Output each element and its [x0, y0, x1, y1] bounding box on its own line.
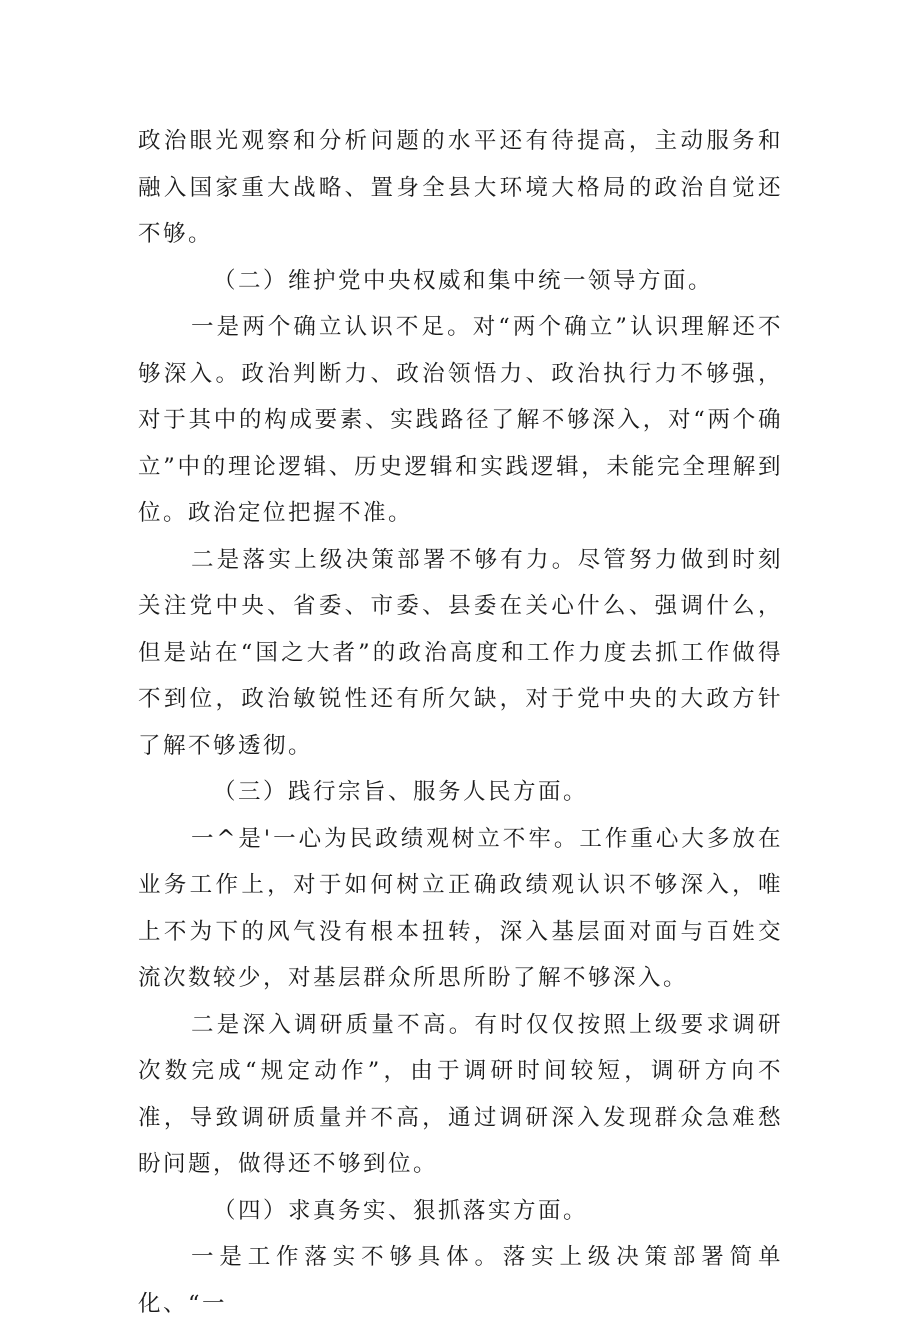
section-heading-4: （四）求真务实、狠抓落实方面。	[213, 1197, 589, 1224]
section-heading-3: （三）践行宗旨、服务人民方面。	[213, 779, 589, 805]
paragraph-research-quality: 二是深入调研质量不高。有时仅仅按照上级要求调研次数完成“规定动作”，由于调研时间较短，调研方向不准，导致调研质量并不高，通过调研深入发现群众急难愁盼问题，做得还不够到位。	[138, 1011, 783, 1177]
paragraph-two-establishments: 一是两个确立认识不足。对“两个确立”认识理解还不够深入。政治判断力、政治领悟力、政治执行力不够强，对于其中的构成要素、实践路径了解不够深入，对“两个确立”中的理论逻辑、历史逻辑和实践逻辑，未能完全理解到位。政治定位把握不准。	[138, 314, 783, 526]
document-body	[138, 118, 783, 1327]
paragraph-continuation: 政治眼光观察和分析问题的水平还有待提高，主动服务和融入国家重大战略、置身全县大环境大格局的政治自觉还不够。	[138, 128, 783, 247]
paragraph-work-implementation: 一是工作落实不够具体。落实上级决策部署简单化、“一	[138, 1244, 783, 1317]
paragraph-decision-implementation: 二是落实上级决策部署不够有力。尽管努力做到时刻关注党中央、省委、市委、县委在关心什么、强调什么，但是站在“国之大者”的政治高度和工作力度去抓工作做得不到位，政治敏锐性还有所欠缺，对于党中央的大政方针了解不够透彻。	[138, 546, 783, 759]
paragraph-performance-view: 一^是'一心为民政绩观树立不牢。工作重心大多放在业务工作上，对于如何树立正确政绩观认识不够深入，唯上不为下的风气没有根本扭转，深入基层面对面与百姓交流次数较少，对基层群众所思所盼了解不够深入。	[138, 825, 783, 991]
section-heading-2: （二）维护党中央权威和集中统一领导方面。	[213, 267, 714, 294]
